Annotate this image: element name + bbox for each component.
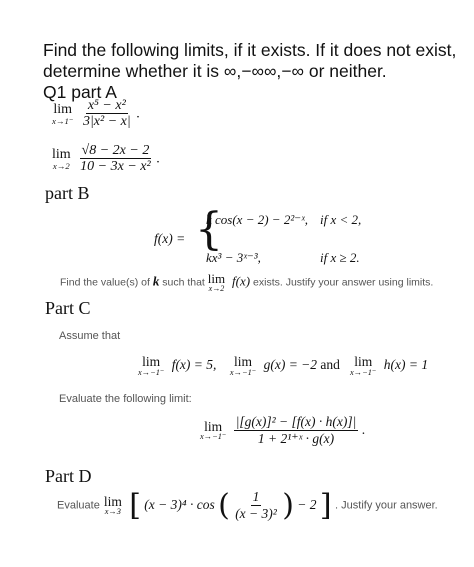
- piecewise-lhs: f(x) =: [154, 231, 186, 246]
- fraction: $\frac{1}{\text{(x − 3)²}}$: [235, 489, 277, 521]
- limit-operator: lim x→−1⁻: [200, 418, 227, 442]
- piecewise-case-2-expression: kx³ − 3ˣ⁻³,: [206, 250, 261, 265]
- part-c-expression: lim x→−1⁻ $\frac{\text{|[g(x)]² − [f(x) · h(x)]|}}{\text{1 + 2¹⁺ˣ · g(x)}}$ .: [200, 414, 366, 446]
- part-c-given-limits: lim x→−1⁻ f(x) = 5, lim x→−1⁻ g(x) = −2 and lim x→−1⁻ h(x) = 1: [138, 354, 429, 377]
- part-b-instruction: Find the value(s) of k such that lim x→2 f(x) exists. Justify your answer using limits.: [60, 271, 434, 293]
- part-b-heading: part B: [45, 183, 90, 203]
- limit-operator: lim x→2: [52, 146, 71, 171]
- part-a-limit-1: lim x→1⁻ $\frac{\text{x⁵ − x²}}{\text{3|x² − x|}}$ .: [52, 98, 140, 130]
- part-c-evaluate: Evaluate the following limit:: [59, 393, 192, 405]
- right-bracket: ]: [319, 487, 332, 523]
- left-paren: (: [218, 487, 230, 523]
- piecewise-brace: {: [195, 204, 223, 255]
- part-d-heading: Part D: [45, 466, 92, 486]
- fraction: $\frac{\text{x⁵ − x²}}{\text{3|x² − x|}}$: [82, 98, 131, 130]
- limit-operator: lim x→3: [103, 493, 122, 517]
- fraction: $\frac{√8 - 2x - 2}{\text{10 − 3x − x²}}$: [80, 143, 151, 175]
- left-bracket: [: [129, 487, 141, 523]
- limit-operator: lim x→−1⁻: [138, 354, 165, 377]
- limit-operator: lim x→−1⁻: [350, 354, 377, 377]
- part-c-assume: Assume that: [59, 330, 121, 342]
- piecewise-case-1-expression: k cos(x − 2) − 2²⁻ˣ,: [206, 212, 309, 227]
- question-intro-line1: Find the following limits, if it exists. If it does not exist,: [43, 40, 457, 60]
- piecewise-case-1-condition: if x < 2,: [320, 212, 362, 227]
- piecewise-case-2-condition: if x ≥ 2.: [320, 250, 360, 265]
- limit-operator: lim x→−1⁻: [229, 354, 257, 377]
- right-paren: ): [282, 487, 294, 523]
- part-c-heading: Part C: [45, 298, 91, 318]
- part-d-expression: Evaluate lim x→3 [ (x − 3)⁴ · cos ( $\frac{1}{\text{(x − 3)²}}$ ) − 2 ] . Justify your answer.: [57, 487, 438, 523]
- q1-part-a-heading: Q1 part A: [43, 82, 117, 102]
- limit-operator: lim x→1⁻: [52, 101, 74, 126]
- limit-operator: lim x→2: [207, 271, 226, 293]
- fraction: $\frac{\text{|[g(x)]² − [f(x) · h(x)]|}}{\text{1 + 2¹⁺ˣ · g(x)}}$: [235, 414, 357, 446]
- question-intro-line2: determine whether it is ∞,−∞∞,−∞ or neither.: [43, 61, 387, 81]
- part-a-limit-2: lim x→2 $\frac{√8 - 2x - 2}{\text{10 − 3x − x²}}$ .: [52, 143, 160, 175]
